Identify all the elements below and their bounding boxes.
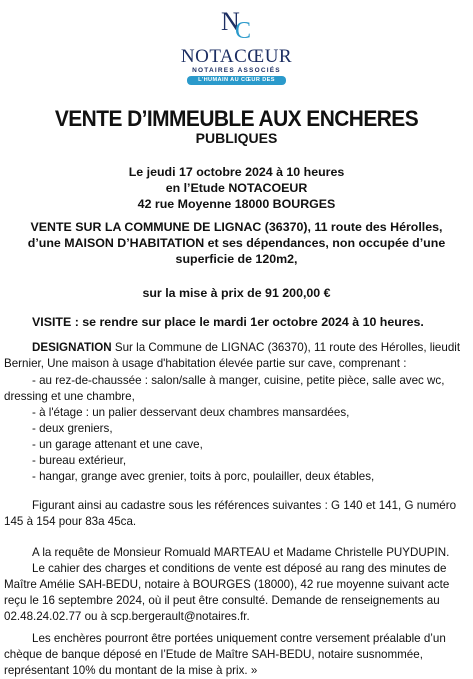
encheres-line: chèque de banque déposé en l’Etude de Maître SAH-BEDU, notaire susnommée, [4,648,423,661]
designation-text: Sur la Commune de LIGNAC (36370), 11 route des Hérolles, lieudit [111,341,461,354]
nc-monogram-icon [218,2,258,42]
designation-text: Bernier, Une maison à usage d'habitation élevée partie sur cave, comprenant : [4,357,407,370]
cadastre-line: 145 à 154 pour 83a 45ca. [4,515,137,528]
requete-line: reçu le 16 septembre 2024, où il peut être consulté. Demande de renseignements au [4,594,440,607]
sale-address: 42 rue Moyenne 18000 BOURGES [137,197,336,211]
commune-line: superficie de 120m2, [175,252,298,266]
encheres-line: Les enchères pourront être portées uniquement contre versement préalable d’un [32,632,446,645]
list-item: - deux greniers, [32,422,113,435]
requete-line: Maître Amélie SAH-BEDU, notaire à BOURGES (18000), 42 rue moyenne suivant acte [4,578,450,591]
page-subtitle: PUBLIQUES [195,130,278,146]
encheres-paragraph [4,631,470,679]
commune-info [0,219,473,267]
visit-info: VISITE : se rendre sur place le mardi 1er octobre 2024 à 10 heures. [32,315,424,329]
svg-text:N: N [221,7,240,36]
brand-name: NOTACŒUR [180,46,293,67]
list-item: dressing et une chambre, [4,390,135,403]
commune-line: VENTE SUR LA COMMUNE DE LIGNAC (36370), 11 route des Hérolles, [30,220,443,234]
commune-line: d’une MAISON D’HABITATION et ses dépendances, non occupée d’une [27,236,446,250]
notacoeur-logo [0,2,473,92]
encheres-line: représentant 10% du montant de la mise à prix. » [4,664,258,677]
requete-paragraph [4,545,470,625]
svg-text:C: C [235,18,252,42]
requete-line: 02.48.24.02.77 ou à scp.bergerault@notaires.fr. [4,610,250,623]
sale-info [0,164,473,212]
cadastre-paragraph [4,498,470,530]
list-item: - hangar, grange avec grenier, toits à porc, poulailler, deux étables, [32,470,375,483]
requete-line: Le cahier des charges et conditions de vente est déposé au rang des minutes de [32,562,447,575]
designation-paragraph [4,340,470,372]
list-item: - au rez-de-chaussée : salon/salle à manger, cuisine, petite pièce, salle avec wc, [32,374,445,387]
designation-label: DESIGNATION [32,341,112,354]
brand-tagline: NOTAIRES ASSOCIÉS [192,67,281,74]
cadastre-line: Figurant ainsi au cadastre sous les références suivantes : G 140 et 141, G numéro [32,499,457,512]
list-item: - un garage attenant et une cave, [32,438,203,451]
sale-place: en l’Etude NOTACOEUR [165,181,308,195]
property-items [4,373,470,485]
list-item: - à l'étage : un palier desservant deux chambres mansardées, [32,406,350,419]
page-title: VENTE D’IMMEUBLE AUX ENCHERES [54,106,419,131]
requete-line: A la requête de Monsieur Romuald MARTEAU et Madame Christelle PUYDUPIN. [32,546,450,559]
list-item: - bureau extérieur, [32,454,127,467]
starting-price: sur la mise à prix de 91 200,00 € [142,286,331,300]
sale-date: Le jeudi 17 octobre 2024 à 10 heures [128,165,345,179]
brand-ribbon: L'HUMAIN AU CŒUR DES ACTES [187,76,286,85]
